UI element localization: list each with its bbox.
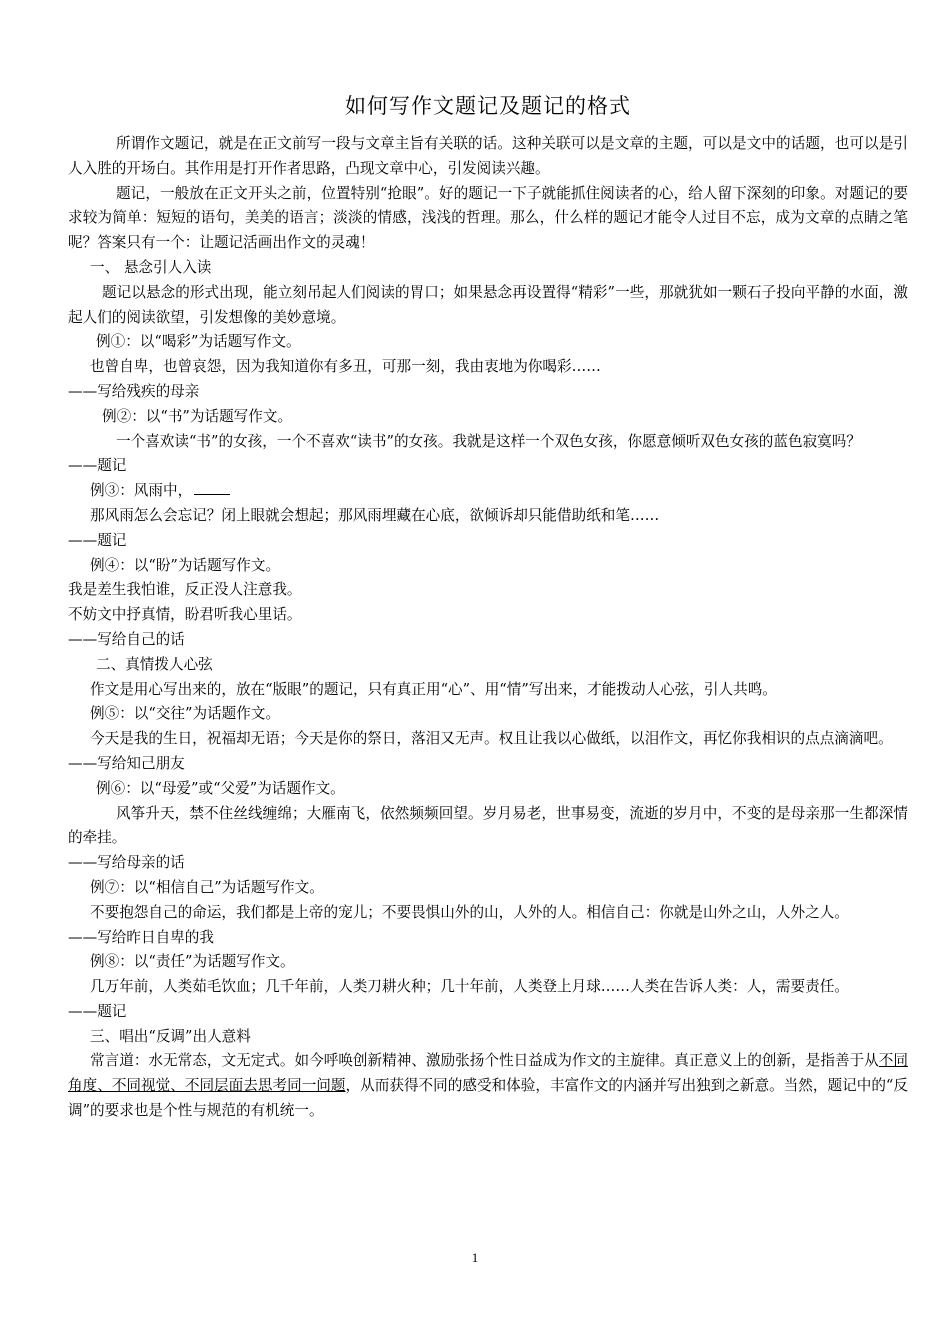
section-3-underlined-text: 不同角度、不同视觉、不同层面去思考同一问题 (68, 1052, 908, 1095)
example-5-heading: 例⑤：以“交往”为话题作文。 (90, 705, 281, 723)
example-7-heading: 例⑦：以“相信自己”为话题写作文。 (90, 878, 324, 896)
example-7-signature: ——写给昨日自卑的我 (68, 928, 214, 946)
example-8-heading: 例⑧：以“责任”为话题写作文。 (90, 953, 295, 971)
example-5-text: 今天是我的生日，祝福却无语；今天是你的祭日，落泪又无声。权且让我以心做纸，以泪作文，再忆你我相识的点点滴滴吧。 (90, 730, 893, 748)
example-4-heading: 例④：以“盼”为话题写作文。 (90, 556, 281, 574)
example-3-heading-text: 例③：风雨中， (90, 482, 193, 500)
section-2-paragraph: 作文是用心写出来的，放在“版眼”的题记，只有真正用“心”、用“情”写出来，才能拨动人心弦，引人共鸣。 (90, 680, 777, 698)
example-2-heading: 例②：以“书”为话题写作文。 (102, 407, 293, 425)
example-6-heading: 例⑥：以“母爱”或“父爱”为话题作文。 (96, 779, 345, 797)
section-heading-3: 三、唱出“反调”出人意料 (90, 1027, 251, 1045)
example-6-signature: ——写给母亲的话 (68, 854, 185, 872)
example-1-signature: ——写给残疾的母亲 (68, 382, 200, 400)
example-1-text: 也曾自卑，也曾哀怨，因为我知道你有多丑，可那一刻，我由衷地为你喝彩…… (90, 358, 601, 376)
section-3-paragraph (68, 1049, 908, 1123)
page-number: 1 (471, 1250, 479, 1265)
example-5-signature: ——写给知己朋友 (68, 754, 185, 772)
example-8-signature: ——题记 (68, 1002, 127, 1020)
example-1-heading: 例①：以“喝彩”为话题写作文。 (96, 333, 301, 351)
example-4-signature: ——写给自己的话 (68, 630, 185, 648)
example-4-line-1: 我是差生我怕谁，反正没人注意我。 (68, 581, 302, 599)
example-3-heading (68, 479, 908, 504)
example-7-text: 不要抱怨自己的命运，我们都是上帝的宠儿；不要畏惧山外的山，人外的人。相信自己：你就是山外之山，人外之人。 (90, 903, 849, 921)
section-3-text-b: ，从而获得不同的感受和体验，丰富作文的内涵并写出独到之新意。当然，题记中的“反调”的要求也是个性与规范的有机统一。 (68, 1077, 908, 1120)
example-6-text: 风筝升天，禁不住丝线缠绵；大雁南飞，依然频频回望。岁月易老，世事易变，流逝的岁月中，不变的是母亲那一生都深情的牵挂。 (68, 804, 908, 847)
document-title: 如何写作文题记及题记的格式 (345, 94, 631, 118)
blank-underline (194, 480, 230, 495)
section-heading-2: 二、真情拨人心弦 (96, 655, 213, 673)
section-1-paragraph: 题记以悬念的形式出现，能立刻吊起人们阅读的胃口；如果悬念再设置得“精彩”一些，那就犹如一颗石子投向平静的水面，激起人们的阅读欲望，引发想像的美妙意境。 (68, 283, 908, 326)
intro-paragraph-2: 题记，一般放在正文开头之前，位置特别“抢眼”。好的题记一下子就能抓住阅读者的心，给人留下深刻的印象。对题记的要求较为简单：短短的语句，美美的语言；淡淡的情感，浅浅的哲理。那么，什么样的题记才能令人过目不忘，成为文章的点睛之笔呢？答案只有一个：让题记活画出作文的灵魂！ (68, 184, 908, 252)
example-3-signature: ——题记 (68, 531, 127, 549)
example-3-text: 那风雨怎么会忘记？闭上眼就会想起；那风雨埋藏在心底，欲倾诉却只能借助纸和笔…… (90, 506, 660, 524)
example-4-line-2: 不妨文中抒真情，盼君听我心里话。 (68, 606, 302, 624)
document-body (68, 90, 908, 1124)
example-2-signature: ——题记 (68, 457, 127, 475)
section-3-text-a: 常言道：水无常态，文无定式。如今呼唤创新精神、激励张扬个性日益成为作文的主旋律。真正意义上的创新，是指善于从 (90, 1052, 879, 1070)
example-8-text: 几万年前，人类茹毛饮血；几千年前，人类刀耕火种；几十年前，人类登上月球……人类在告诉人类：人，需要责任。 (90, 978, 849, 996)
section-heading-1: 一、 悬念引人入读 (90, 258, 212, 276)
example-2-text: 一个喜欢读“书”的女孩，一个不喜欢“读书”的女孩。我就是这样一个双色女孩，你愿意倾听双色女孩的蓝色寂寞吗？ (116, 432, 861, 450)
intro-paragraph-1: 所谓作文题记，就是在正文前写一段与文章主旨有关联的话。这种关联可以是文章的主题，可以是文中的话题，也可以是引人入胜的开场白。其作用是打开作者思路，凸现文章中心，引发阅读兴趣。 (68, 135, 908, 177)
